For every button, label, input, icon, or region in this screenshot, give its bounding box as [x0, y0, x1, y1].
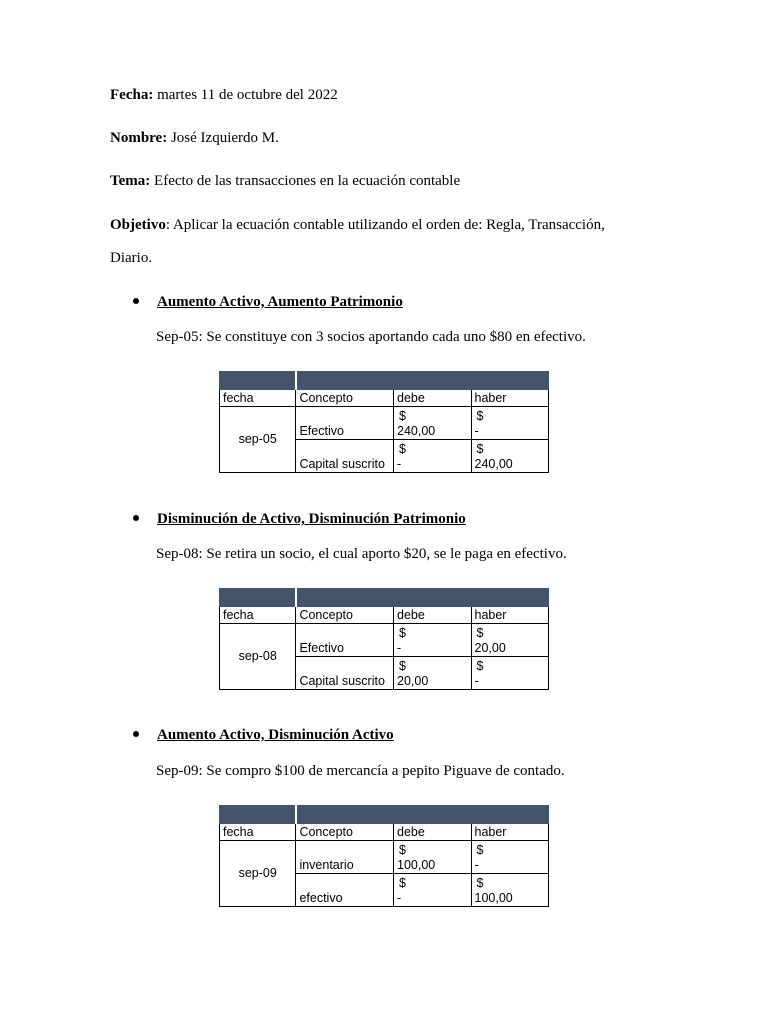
col-concepto: Concepto — [296, 607, 394, 624]
haber-value: - — [474, 674, 479, 688]
nombre-label: Nombre: — [110, 130, 168, 146]
row-concepto: Efectivo — [296, 407, 394, 440]
debe-value: 240,00 — [397, 424, 436, 438]
row-haber — [471, 657, 549, 690]
section-3-description: Sep-09: Se compro $100 de mercancía a pepito Piguave de contado. — [156, 763, 565, 779]
tema-label: Tema: — [110, 173, 151, 189]
row-debe — [394, 440, 471, 473]
section-1-title: Aumento Activo, Aumento Patrimonio — [157, 294, 403, 310]
currency-symbol: $ — [399, 626, 406, 640]
currency-symbol: $ — [476, 659, 484, 673]
table-column-headers — [220, 390, 549, 407]
table-row — [220, 624, 549, 657]
col-haber: haber — [471, 824, 549, 841]
currency-symbol: $ — [399, 409, 406, 423]
tema-line — [110, 172, 460, 190]
table-header-bar — [220, 372, 549, 390]
col-concepto: Concepto — [296, 390, 394, 407]
table-header-bar — [220, 589, 549, 607]
section-1-table — [219, 371, 549, 473]
row-concepto: inventario — [296, 841, 394, 874]
debe-value: 100,00 — [397, 858, 436, 872]
row-debe — [394, 407, 471, 440]
row-date: sep-08 — [220, 624, 296, 690]
row-haber — [471, 874, 549, 907]
table-row — [220, 407, 549, 440]
section-2-description: Sep-08: Se retira un socio, el cual aporto $20, se le paga en efectivo. — [156, 546, 567, 562]
bullet-icon — [133, 298, 139, 304]
fecha-line — [110, 86, 338, 104]
debe-value: - — [397, 457, 402, 471]
debe-value: - — [397, 641, 402, 655]
objetivo-value: : Aplicar la ecuación contable utilizando el orden de: Regla, Transacción, — [165, 217, 605, 233]
currency-symbol: $ — [399, 442, 406, 456]
haber-value: - — [474, 858, 479, 872]
col-haber: haber — [471, 607, 549, 624]
section-2-title: Disminución de Activo, Disminución Patrimonio — [157, 511, 466, 527]
row-concepto: efectivo — [296, 874, 394, 907]
col-debe: debe — [394, 390, 471, 407]
nombre-line — [110, 129, 279, 147]
row-haber — [471, 624, 549, 657]
currency-symbol: $ — [399, 876, 406, 890]
bullet-icon — [133, 731, 139, 737]
col-fecha: fecha — [220, 607, 296, 624]
bullet-icon — [133, 515, 139, 521]
row-date: sep-05 — [220, 407, 296, 473]
haber-value: - — [474, 424, 479, 438]
row-haber — [471, 841, 549, 874]
section-3-table — [219, 805, 549, 907]
row-debe — [394, 657, 471, 690]
haber-value: 100,00 — [474, 891, 513, 905]
fecha-label: Fecha: — [110, 87, 154, 103]
col-debe: debe — [394, 824, 471, 841]
debe-value: 20,00 — [397, 674, 429, 688]
nombre-value: José Izquierdo M. — [167, 130, 279, 146]
table-header-bar — [220, 806, 549, 824]
section-2-table — [219, 588, 549, 690]
currency-symbol: $ — [399, 659, 406, 673]
row-debe — [394, 624, 471, 657]
row-concepto: Capital suscrito — [296, 440, 394, 473]
currency-symbol: $ — [476, 626, 484, 640]
col-fecha: fecha — [220, 390, 296, 407]
row-debe — [394, 874, 471, 907]
row-concepto: Capital suscrito — [296, 657, 394, 690]
section-3-title: Aumento Activo, Disminución Activo — [157, 727, 394, 743]
currency-symbol: $ — [476, 442, 484, 456]
row-haber — [471, 440, 549, 473]
objetivo-line-cont: Diario. — [110, 250, 153, 266]
section-1-description: Sep-05: Se constituye con 3 socios aportando cada uno $80 en efectivo. — [156, 329, 586, 345]
haber-value: 240,00 — [474, 457, 513, 471]
row-haber — [471, 407, 549, 440]
col-concepto: Concepto — [296, 824, 394, 841]
currency-symbol: $ — [476, 843, 484, 857]
debe-value: - — [397, 891, 402, 905]
row-date: sep-09 — [220, 841, 296, 907]
table-row — [220, 841, 549, 874]
row-debe — [394, 841, 471, 874]
col-debe: debe — [394, 607, 471, 624]
fecha-value: martes 11 de octubre del 2022 — [153, 87, 338, 103]
objetivo-line — [110, 216, 605, 234]
row-concepto: Efectivo — [296, 624, 394, 657]
haber-value: 20,00 — [474, 641, 506, 655]
currency-symbol: $ — [476, 876, 484, 890]
tema-value: Efecto de las transacciones en la ecuación contable — [150, 173, 461, 189]
table-column-headers — [220, 607, 549, 624]
table-column-headers — [220, 824, 549, 841]
objetivo-label: Objetivo — [110, 217, 166, 233]
currency-symbol: $ — [399, 843, 406, 857]
col-fecha: fecha — [220, 824, 296, 841]
col-haber: haber — [471, 390, 549, 407]
currency-symbol: $ — [476, 409, 484, 423]
